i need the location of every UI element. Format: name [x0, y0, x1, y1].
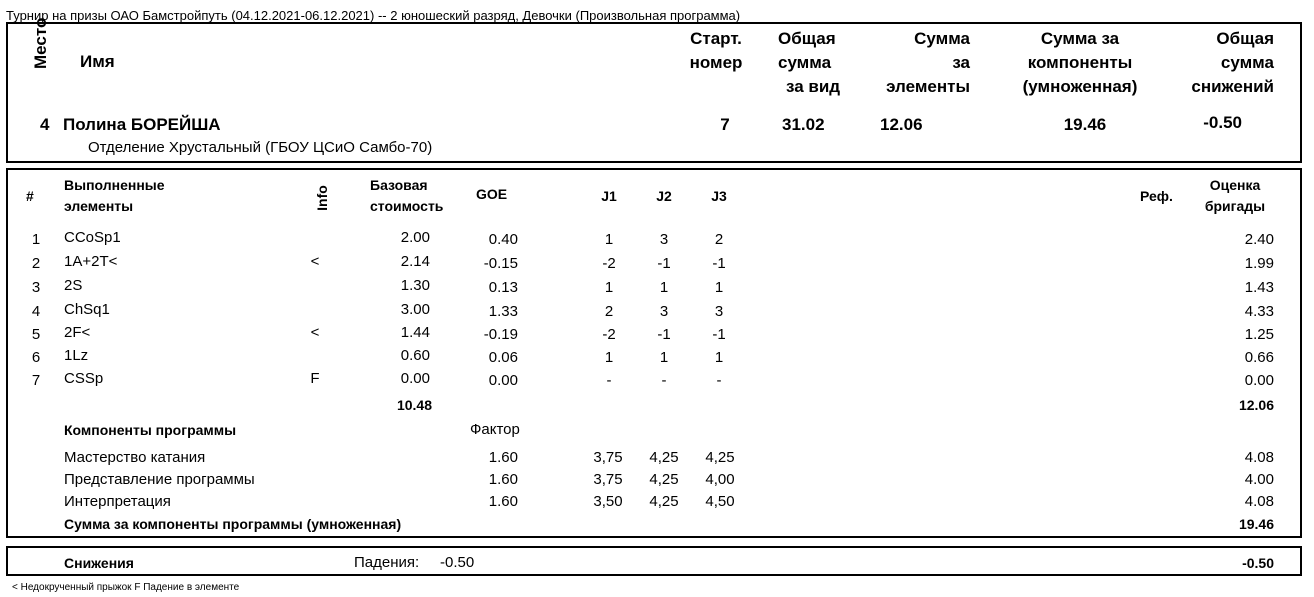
deductions-label: Снижения [64, 555, 134, 571]
skater-place: 4 [40, 115, 50, 134]
component-factor: 1.60 [488, 493, 518, 510]
cell-j1: -2 [602, 326, 616, 343]
cell-j3: 2 [714, 231, 724, 248]
component-name: Представление программы [64, 471, 255, 488]
skater-name: Полина БОРЕЙША [63, 115, 221, 134]
cell-base: 2.00 [400, 229, 430, 246]
cell-j3: 1 [714, 279, 724, 296]
component-j2: 4,25 [649, 493, 679, 510]
cell-score: 1.43 [1244, 279, 1274, 296]
cell-goe: 0.00 [488, 372, 518, 389]
cell-j1: -2 [602, 255, 616, 272]
cell-n: 5 [31, 326, 41, 343]
col-base: Базовая стоимость [370, 177, 444, 214]
components-sum-value: 19.46 [1238, 516, 1274, 532]
cell-goe: 0.13 [488, 279, 518, 296]
component-name: Мастерство катания [64, 449, 206, 466]
cell-goe: 0.06 [488, 349, 518, 366]
cell-base: 1.30 [400, 277, 430, 294]
component-score: 4.08 [1244, 493, 1274, 510]
cell-n: 2 [31, 255, 41, 272]
cell-goe: 0.40 [488, 231, 518, 248]
factor-header: Фактор [470, 421, 520, 438]
cell-j2: -1 [657, 255, 671, 272]
component-j2: 4,25 [649, 471, 679, 488]
skater-components: 19.46 [1063, 115, 1107, 134]
cell-info: < [310, 253, 320, 270]
component-name: Интерпретация [64, 493, 171, 510]
cell-n: 7 [31, 372, 41, 389]
skater-club: Отделение Хрустальный (ГБОУ ЦСиО Самбо-70) [88, 139, 433, 156]
cell-info: < [310, 324, 320, 341]
cell-j1: - [606, 372, 612, 389]
cell-j3: -1 [712, 255, 726, 272]
skater-elements: 12.06 [880, 115, 923, 134]
col-j1: J1 [601, 188, 617, 204]
cell-base: 2.14 [400, 253, 430, 270]
component-j3: 4,00 [705, 471, 735, 488]
falls-value: -0.50 [440, 554, 475, 571]
cell-goe: -0.15 [483, 255, 518, 272]
header-deductions: Общая сумма снижений [1191, 29, 1274, 96]
component-factor: 1.60 [488, 449, 518, 466]
component-factor: 1.60 [488, 471, 518, 488]
header-total: Общая сумма за вид [778, 29, 841, 96]
cell-name: CCoSp1 [64, 229, 121, 246]
cell-name: 1A+2T< [64, 253, 118, 270]
cell-score: 1.25 [1244, 326, 1274, 343]
col-goe: GOE [476, 186, 508, 202]
components-sum-label: Сумма за компоненты программы (умноженная) [64, 516, 402, 532]
skater-start: 7 [720, 115, 730, 134]
cell-n: 4 [31, 303, 41, 320]
col-score: Оценка бригады [1204, 177, 1266, 214]
footnote: < Недокрученный прыжок F Падение в элементе [12, 582, 240, 593]
header-name: Имя [80, 52, 115, 71]
col-info: Info [314, 185, 330, 211]
event-title: Турнир на призы ОАО Бамстройпуть (04.12.2021-06.12.2021) -- 2 юношеский разряд, Девочки (Произвольная программа) [6, 8, 741, 23]
header-place: Место [31, 17, 50, 69]
cell-name: ChSq1 [64, 301, 110, 318]
cell-j2: 1 [659, 279, 669, 296]
header-components: Сумма за компоненты (умноженная) [1022, 29, 1138, 96]
cell-base: 0.60 [400, 347, 430, 364]
skater-deductions: -0.50 [1203, 113, 1242, 132]
cell-score: 1.99 [1244, 255, 1274, 272]
component-j2: 4,25 [649, 449, 679, 466]
cell-j3: 3 [714, 303, 724, 320]
cell-score: 0.66 [1244, 349, 1274, 366]
component-j1: 3,75 [593, 449, 623, 466]
cell-j3: - [716, 372, 722, 389]
component-j3: 4,50 [705, 493, 735, 510]
component-score: 4.00 [1244, 471, 1274, 488]
cell-score: 0.00 [1244, 372, 1274, 389]
col-elements: Выполненные элементы [64, 177, 165, 214]
col-j2: J2 [656, 188, 672, 204]
cell-j2: 3 [659, 303, 669, 320]
col-j3: J3 [711, 188, 727, 204]
col-num: # [26, 188, 34, 204]
components-title: Компоненты программы [64, 422, 237, 438]
cell-name: 2S [64, 277, 83, 294]
cell-j3: 1 [714, 349, 724, 366]
component-j1: 3,50 [593, 493, 623, 510]
header-start: Старт. номер [689, 29, 743, 72]
deductions-box [6, 546, 1302, 576]
elements-total: 12.06 [1238, 397, 1274, 413]
cell-j3: -1 [712, 326, 726, 343]
cell-n: 1 [31, 231, 41, 248]
cell-info: F [310, 370, 320, 387]
deductions-total: -0.50 [1242, 555, 1274, 571]
component-j1: 3,75 [593, 471, 623, 488]
cell-base: 1.44 [400, 324, 430, 341]
skater-total: 31.02 [782, 115, 825, 134]
cell-name: 2F< [64, 324, 91, 341]
cell-n: 3 [31, 279, 41, 296]
cell-score: 2.40 [1244, 231, 1274, 248]
cell-goe: -0.19 [483, 326, 518, 343]
cell-goe: 1.33 [488, 303, 518, 320]
cell-j1: 1 [604, 279, 614, 296]
cell-j2: 3 [659, 231, 669, 248]
col-ref: Реф. [1140, 188, 1173, 204]
cell-j1: 1 [604, 231, 614, 248]
cell-j2: -1 [657, 326, 671, 343]
base-total: 10.48 [396, 397, 432, 413]
cell-j1: 2 [604, 303, 614, 320]
component-score: 4.08 [1244, 449, 1274, 466]
cell-name: 1Lz [64, 347, 89, 364]
cell-base: 3.00 [400, 301, 430, 318]
cell-n: 6 [31, 349, 41, 366]
cell-j1: 1 [604, 349, 614, 366]
component-j3: 4,25 [705, 449, 735, 466]
cell-j2: 1 [659, 349, 669, 366]
cell-score: 4.33 [1244, 303, 1274, 320]
cell-name: CSSp [64, 370, 104, 387]
cell-base: 0.00 [400, 370, 430, 387]
falls-label: Падения: [354, 554, 420, 571]
cell-j2: - [661, 372, 667, 389]
header-elements: Сумма за элементы [886, 29, 970, 96]
